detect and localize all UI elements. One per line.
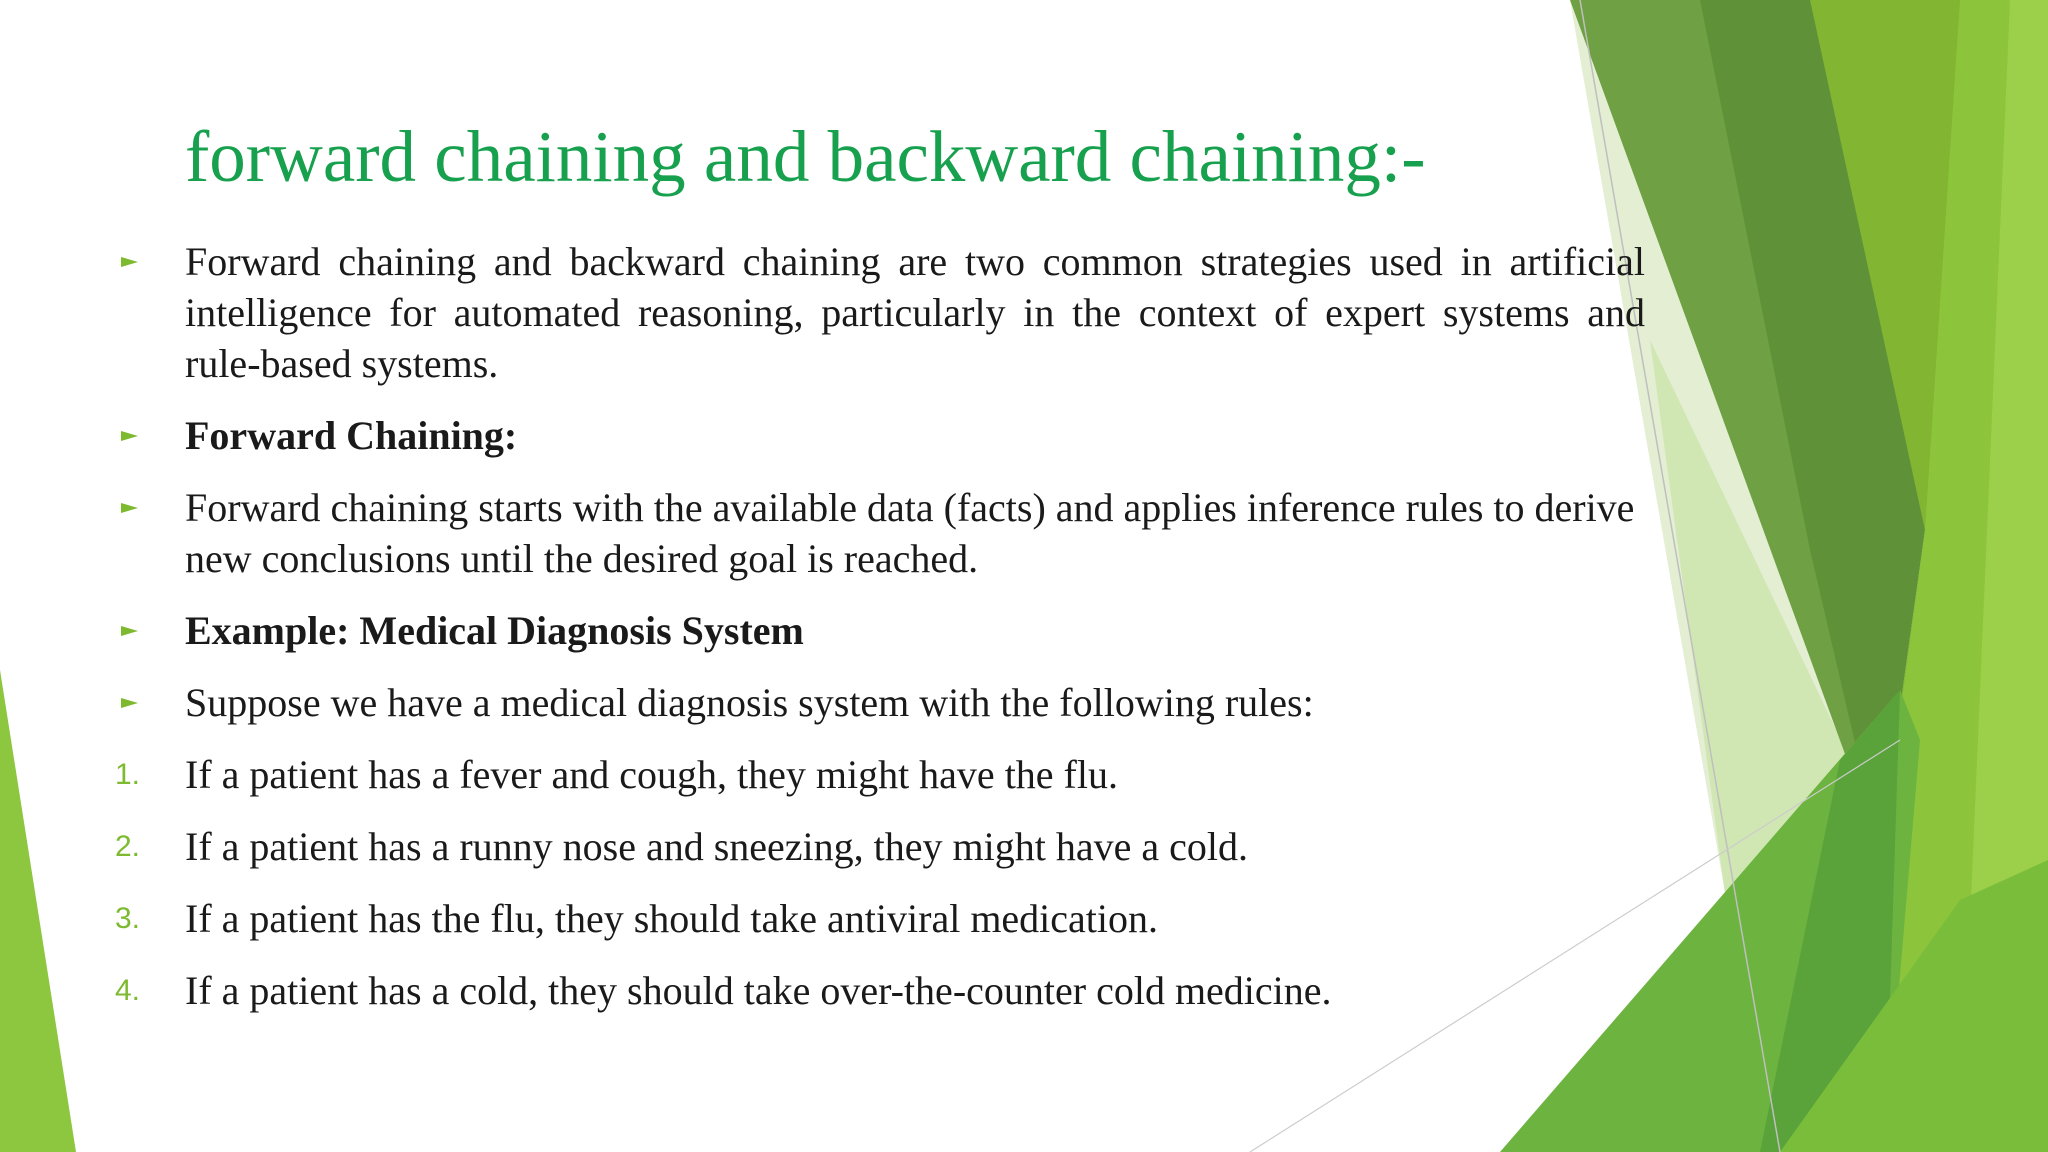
rule-text: If a patient has a cold, they should take over-the-counter cold medicine. [185, 968, 1332, 1013]
rule-text: If a patient has a runny nose and sneezing, they might have a cold. [185, 824, 1248, 869]
rule-list-item [115, 965, 1645, 1016]
bullet-item-forward-chaining-definition [115, 482, 1645, 584]
rule-text: If a patient has the flu, they should take antiviral medication. [185, 896, 1159, 941]
slide-title: forward chaining and backward chaining:- [185, 116, 1426, 197]
rule-number: 2. [115, 830, 141, 863]
bullet-text: Forward chaining and backward chaining are two common strategies used in artificial intelligence for automated reasoning, particularly in the context of expert systems and rule-based systems. [185, 239, 1645, 386]
rule-list-item [115, 893, 1645, 944]
slide-body [115, 236, 1645, 1037]
rule-text: If a patient has a fever and cough, they might have the flu. [185, 752, 1118, 797]
rule-list-item [115, 821, 1645, 872]
bullet-text: Forward chaining starts with the available data (facts) and applies inference rules to derive new conclusions until the desired goal is reached. [185, 485, 1635, 581]
right-triangle-arrow-icon [121, 698, 138, 708]
bullet-item-intro [115, 236, 1645, 389]
rule-list-item [115, 749, 1645, 800]
rule-number: 4. [115, 974, 141, 1007]
right-triangle-arrow-icon [121, 503, 138, 513]
right-triangle-arrow-icon [121, 626, 138, 636]
right-triangle-arrow-icon [121, 431, 138, 441]
rule-number: 3. [115, 902, 141, 935]
left-edge-shape [0, 670, 76, 1152]
bullet-item-example-intro [115, 677, 1645, 728]
bullet-text: Suppose we have a medical diagnosis system with the following rules: [185, 680, 1314, 725]
bullet-item-example-heading [115, 605, 1645, 656]
bullet-heading: Forward Chaining: [185, 413, 518, 458]
rule-number: 1. [115, 758, 141, 791]
bullet-item-forward-chaining-heading [115, 410, 1645, 461]
right-triangle-arrow-icon [121, 257, 138, 267]
bullet-heading: Example: Medical Diagnosis System [185, 608, 804, 653]
